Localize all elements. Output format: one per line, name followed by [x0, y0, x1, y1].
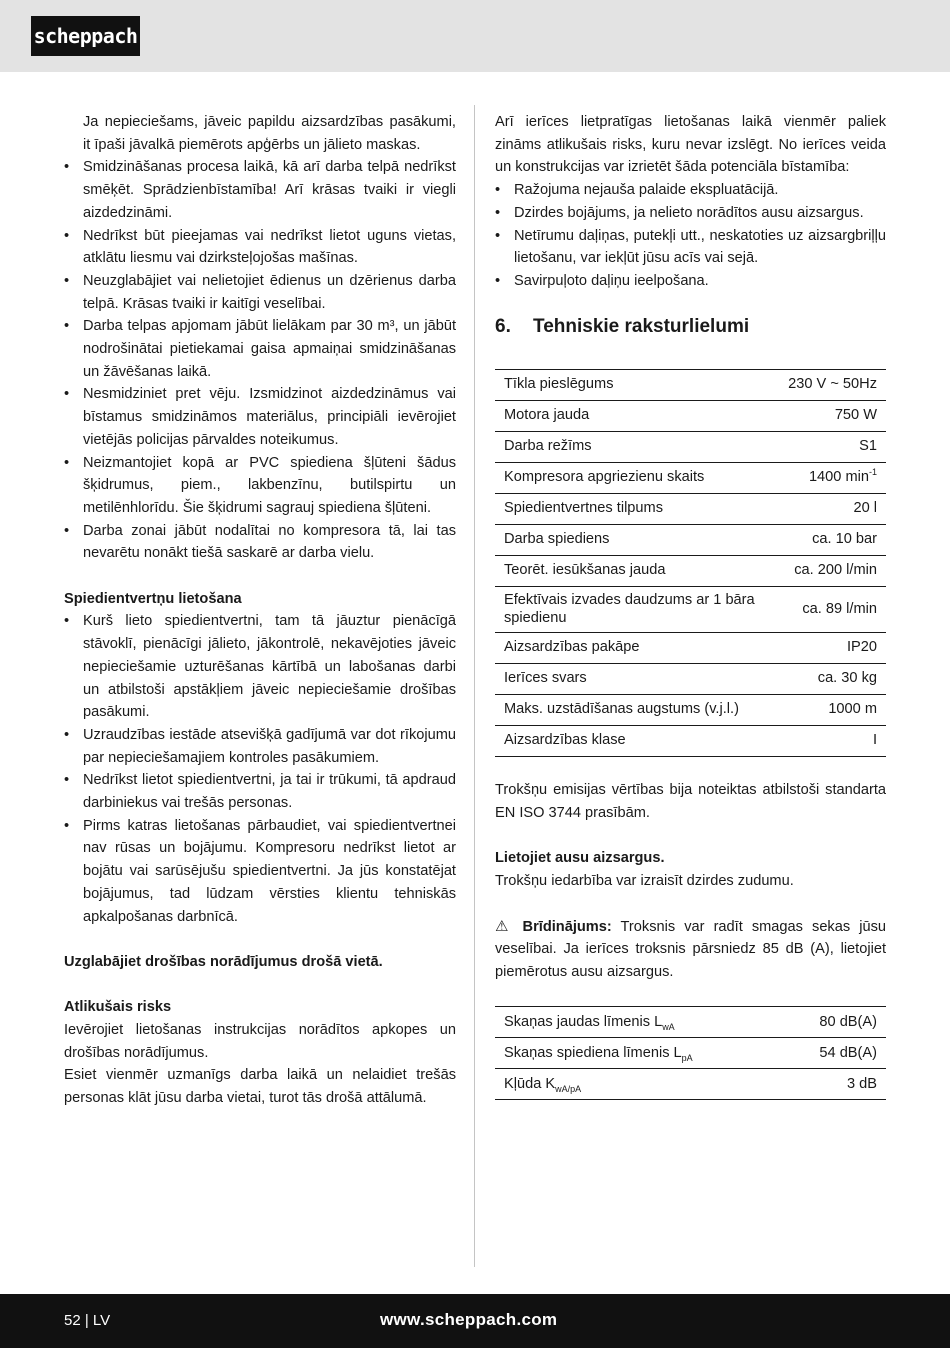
keep-safe-note: Uzglabājiet drošības norādījumus drošā vietā. [64, 953, 383, 970]
page-number: 52 | LV [64, 1312, 111, 1329]
residual-risk-paragraph-2: Esiet vienmēr uzmanīgs darba laikā un nelaidiet trešās personas klāt jūsu darba vietai, turot tās drošā attālumā. [64, 1067, 456, 1107]
warning-paragraph: ⚠ Brīdinājums: Troksnis var radīt smagas sekas jūsu veselībai. Ja ierīces troksnis pārsniedz 85 dB (A), lietojiet piemērotus ausu aizsargus. [495, 917, 886, 980]
list-item: • Darba zonai jābūt nodalītai no kompresora tā, lai tas nevarētu nonākt tiešā saskarē ar darba vielu. [64, 522, 456, 562]
table-row: Skaņas spiediena līmenis $L_{pA}$ 54 dB(A) [495, 1038, 886, 1069]
ear-protection-heading: Lietojiet ausu aizsargus. [495, 850, 665, 867]
residual-risk-intro: Arī ierīces lietpratīgas lietošanas laikā vienmēr paliek zināms atlikušais risks, kuru nevar izslēgt. No ierīces veida un konstrukcijas var izrietēt šāda potenciāla bīstamība: [495, 114, 886, 176]
list-item: • Darba telpas apjomam jābūt lielākam par 30 m³, un jābūt nodrošinātai pietiekamai gaisa apmaiņai smidzināšanas un žāvēšanas laikā. [64, 318, 456, 380]
table-row: Kļūda $K_{wA/pA}$ 3 dB [495, 1069, 886, 1100]
list-item: • Pirms katras lietošanas pārbaudiet, vai spiedientvertnei nav rūsas un bojājumu. Kompresoru nedrīkst lietot ar bojātu vai sarūsējušu spiedientvertni. Ja jūs konstatējat bojājumus, tad lūdzam vērsties klientu tehniskās apkalpošanas darbnīcā. [64, 817, 456, 925]
table-row: Motora jauda 750 W [495, 400, 886, 431]
table-row: Darba režīms S1 [495, 431, 886, 462]
table-row: Aizsardzības pakāpe IP20 [495, 632, 886, 663]
warning-label: Brīdinājums: [522, 918, 612, 935]
table-row: Aizsardzības klase I [495, 725, 886, 756]
list-item: • Neuzglabājiet vai nelietojiet ēdienus un dzērienus darba telpā. Krāsas tvaiki ir kaitīgi veselībai. [64, 272, 456, 312]
table-row: Teorēt. iesūkšanas jauda ca. 200 l/min [495, 555, 886, 586]
left-column [64, 111, 456, 1110]
sound-values-table [495, 1006, 886, 1100]
technical-data-table [495, 369, 886, 757]
list-item: • Netīrumu daļiņas, putekļi utt., neskatoties uz aizsargbriļļu lietošanu, var iekļūt jūsu acīs vai sejā. [495, 227, 886, 267]
list-item: • Nedrīkst būt pieejamas vai nedrīkst lietot uguns vietas, atklātu liesmu vai dzirksteļojošas mašīnas. [64, 227, 456, 267]
vessels-heading: Spiedientvertņu lietošana [64, 590, 242, 607]
table-row: Skaņas jaudas līmenis $L_{wA}$ 80 dB(A) [495, 1007, 886, 1038]
table-row: Efektīvais izvades daudzums ar 1 bāra spiedienu ca. 89 l/min [495, 586, 886, 632]
noise-emission-paragraph: Trokšņu emisijas vērtības bija noteiktas atbilstoši standarta EN ISO 3744 prasībām. [495, 782, 886, 822]
column-divider [474, 105, 475, 1267]
right-column [495, 111, 886, 1100]
section-title: Tehniskie raksturlielumi [533, 315, 750, 337]
ear-protection-text: Trokšņu iedarbība var izraisīt dzirdes zudumu. [495, 873, 794, 890]
list-item: • Neizmantojiet kopā ar PVC spiediena šļūteni šādus šķidrumus, piem., lakbenzīnu, butilspirtu un metilēnhlorīdu. Šie šķidrumi sagrauj spiediena šļūteni. [64, 454, 456, 516]
table-row: Kompresora apgriezienu skaits 1400 $\min^{-1}$ [495, 462, 886, 493]
website-link[interactable]: www.scheppach.com [380, 1310, 558, 1329]
table-row: Maks. uzstādīšanas augstums (v.j.l.) 1000 m [495, 694, 886, 725]
list-item: • Kurš lieto spiedientvertni, tam tā jāuztur pienācīgā stāvoklī, pienācīgi jālieto, jākontrolē, nekavējoties jāveic nepieciešamie uzturēšanas kārtībā un labošanas darbi un atbilstoši apstākļiem jāveic nepieciešamie drošības pasākumi. [64, 613, 456, 721]
warning-triangle-icon: ⚠ [495, 917, 514, 935]
list-item: • Ražojuma nejauša palaide ekspluatācijā. [495, 182, 779, 199]
table-row: Ierīces svars ca. 30 kg [495, 663, 886, 694]
residual-risk-heading: Atlikušais risks [64, 999, 172, 1016]
vessels-bullet-list [64, 610, 456, 928]
section-number: 6. [495, 315, 511, 337]
list-item: • Nedrīkst lietot spiedientvertni, ja tai ir trūkumi, tā apdraud darbiniekus vai trešās personas. [64, 772, 456, 812]
list-item: • Dzirdes bojājums, ja nelieto norādītos ausu aizsargus. [495, 204, 864, 221]
page-footer [0, 1294, 950, 1348]
list-item: • Uzraudzības iestāde atsevišķā gadījumā var dot rīkojumu par nepieciešamajiem kontroles pasākumiem. [64, 726, 456, 766]
intro-paragraph: Ja nepieciešams, jāveic papildu aizsardzības pasākumi, it īpaši jāvalkā piemērots apģērbs un jālieto maskas. [83, 114, 456, 153]
table-row: Tīkla pieslēgums 230 V ~ 50Hz [495, 369, 886, 400]
list-item: • Nesmidziniet pret vēju. Izsmidzinot aizdedzināmus vai bīstamus smidzināmos materiālus, principiāli ievērojiet vietējās policijas pārvaldes noteikumus. [64, 386, 456, 448]
list-item: • Smidzināšanas procesa laikā, kā arī darba telpā nedrīkst smēķēt. Sprādzienbīstamība! Arī krāsas tvaiki ir viegli aizdedzināmi. [64, 159, 456, 221]
safety-bullet-list [64, 156, 456, 565]
page-header [0, 0, 950, 72]
table-row: Spiedientvertnes tilpums 20 l [495, 493, 886, 524]
table-row: Darba spiediens ca. 10 bar [495, 524, 886, 555]
residual-risk-paragraph-1: Ievērojiet lietošanas instrukcijas norādītos apkopes un drošības norādījumus. [64, 1022, 456, 1061]
section-heading [495, 315, 886, 339]
hazard-bullet-list [495, 179, 886, 293]
scheppach-logo: scheppach [31, 16, 140, 56]
list-item: • Savirpuļoto daļiņu ieelpošana. [495, 272, 709, 289]
